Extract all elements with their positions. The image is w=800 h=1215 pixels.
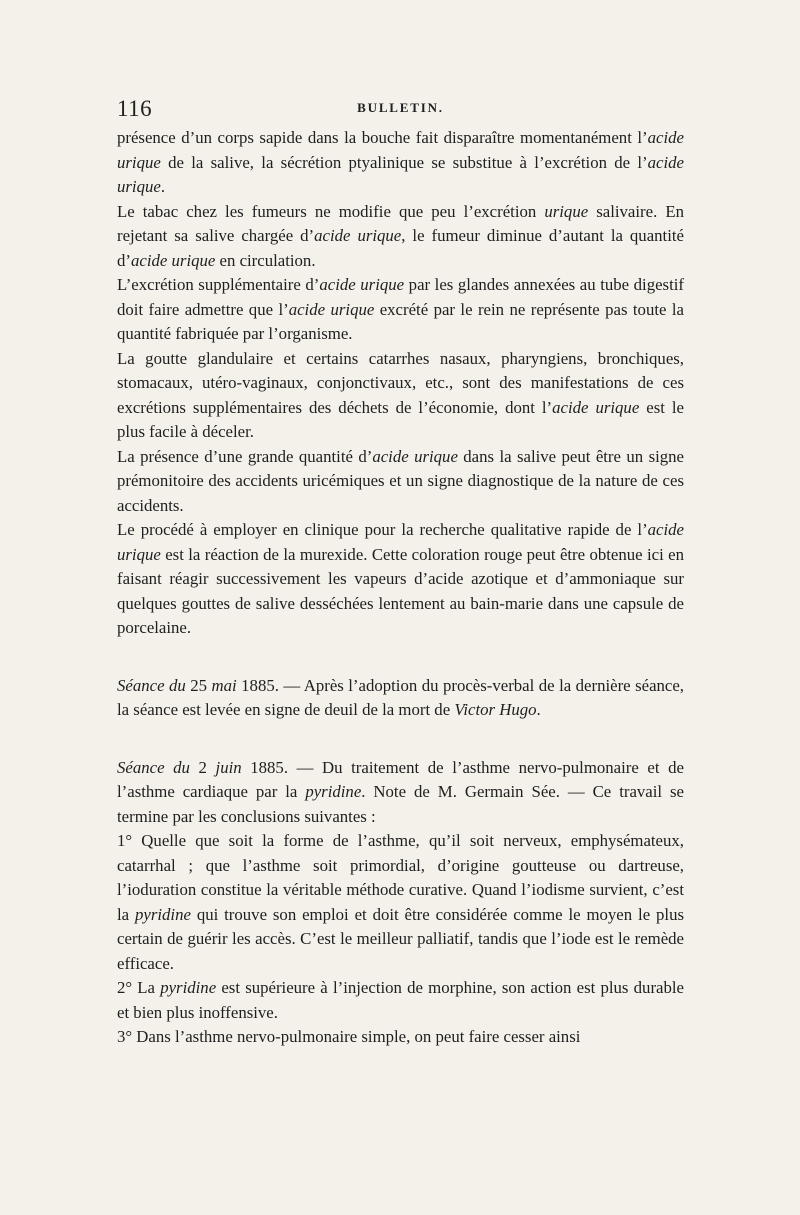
- paragraph-p4: [117, 347, 684, 445]
- paragraph-p7: [117, 674, 684, 723]
- italic-text-run: juin: [215, 757, 242, 777]
- italic-text-run: acide urique: [319, 275, 405, 294]
- italic-text-run: pyridine: [135, 904, 191, 924]
- paragraph-p10: [117, 976, 684, 1025]
- text-run: . Note de M. Germain Sée. — Ce travail se termine par les conclusions suivantes :: [117, 782, 684, 826]
- italic-text-run: Victor Hugo: [454, 700, 537, 719]
- text-run: salivaire. En rejetant sa salive chargée d’: [117, 201, 684, 245]
- article-body: [117, 126, 684, 1050]
- text-run: dans la salive peut être un signe prémonitoire des accidents uricémiques et un signe diagnostique de la nature de ces accidents.: [117, 446, 684, 515]
- text-run: est le plus facile à déceler.: [117, 397, 684, 441]
- text-run: excrété par le rein ne représente pas toute la quantité fabriquée par l’organisme.: [117, 299, 684, 343]
- text-run: qui trouve son emploi et doit être considérée comme le moyen le plus certain de guérir les accès. C’est le meilleur palliatif, tandis que l’iode est le remède efficace.: [117, 904, 684, 973]
- text-run: .: [160, 177, 166, 196]
- italic-text-run: pyridine: [305, 782, 362, 801]
- paragraph-p2: [117, 200, 684, 274]
- italic-text-run: acide urique: [117, 152, 684, 196]
- text-run: La goutte glandulaire et certains catarrhes nasaux, pharyngiens, bronchiques, stomacaux, utéro-vaginaux, conjonctivaux, etc., sont des manifestations de ces excrétions supplémentaires des déchets de l’économie, dont l’: [117, 348, 684, 417]
- italic-text-run: acide urique: [130, 250, 216, 270]
- paragraph-p11: [117, 1025, 684, 1050]
- paragraph-p3: [117, 273, 684, 347]
- text-run: 1885. — Du traitement de l’asthme nervo-pulmonaire et de l’asthme cardiaque par la: [117, 757, 684, 801]
- italic-text-run: acide urique: [314, 226, 402, 245]
- text-run: 2° La: [117, 978, 161, 997]
- text-run: L’excrétion supplémentaire d’: [117, 275, 320, 294]
- italic-text-run: acide urique: [117, 128, 684, 172]
- text-run: 1° Quelle que soit la forme de l’asthme, qu’il soit nerveux, emphysémateux, catarrhal ; que l’asthme soit primordial, d’origine goutteuse ou dartreuse, l’ioduration constitue la véritable méthode curative. Quand l’iodisme survient, c’est la: [117, 831, 684, 924]
- text-run: en circulation.: [215, 250, 316, 270]
- italic-text-run: Séance du: [117, 757, 190, 777]
- text-run: 3° Dans l’asthme nervo-pulmonaire simple, on peut faire cesser ainsi: [117, 1027, 581, 1046]
- text-run: Le procédé à employer en clinique pour la recherche qualitative rapide de l’: [117, 520, 648, 539]
- text-run: par les glandes annexées au tube digestif doit faire admettre que l’: [117, 275, 684, 319]
- paragraph-p5: [117, 445, 684, 519]
- running-title: BULLETIN.: [357, 100, 444, 115]
- text-run: est la réaction de la murexide. Cette coloration rouge peut être obtenue ici en faisant réagir successivement les vapeurs d’acide azotique et d’ammoniaque sur quelques gouttes de salive desséchées lentement au bain-marie dans une capsule de porcelaine.: [117, 544, 684, 637]
- italic-text-run: acide urique: [117, 520, 684, 564]
- text-run: 25: [185, 675, 212, 695]
- text-run: de la salive, la sécrétion ptyalinique se substitue à l’excrétion de l’: [160, 152, 648, 172]
- text-run: , le fumeur diminue d’autant la quantité d’: [117, 226, 684, 270]
- text-run: 1885. — Après l’adoption du procès-verbal de la dernière séance, la séance est levée en signe de deuil de la mort de: [117, 675, 685, 719]
- text-run: La présence d’une grande quantité d’: [117, 446, 373, 466]
- page-header: [117, 96, 684, 126]
- italic-text-run: pyridine: [160, 978, 217, 997]
- paragraph-p1: [117, 126, 684, 200]
- text-run: présence d’un corps sapide dans la bouche fait disparaître momentanément l’: [117, 128, 648, 147]
- italic-text-run: acide urique: [552, 397, 640, 417]
- text-run: .: [536, 700, 541, 719]
- italic-text-run: acide urique: [372, 446, 458, 466]
- italic-text-run: Séance du: [117, 675, 186, 695]
- paragraph-p9: [117, 829, 684, 976]
- paragraph-p6: [117, 518, 684, 641]
- page-number: 116: [117, 96, 153, 121]
- italic-text-run: acide urique: [288, 299, 375, 319]
- paragraph-p8: [117, 756, 684, 830]
- italic-text-run: mai: [211, 675, 237, 695]
- text-run: est supérieure à l’injection de morphine, son action est plus durable et bien plus inoffensive.: [117, 978, 684, 1022]
- text-run: Le tabac chez les fumeurs ne modifie que peu l’excrétion: [117, 201, 545, 221]
- text-run: 2: [189, 757, 216, 777]
- italic-text-run: urique: [544, 201, 589, 221]
